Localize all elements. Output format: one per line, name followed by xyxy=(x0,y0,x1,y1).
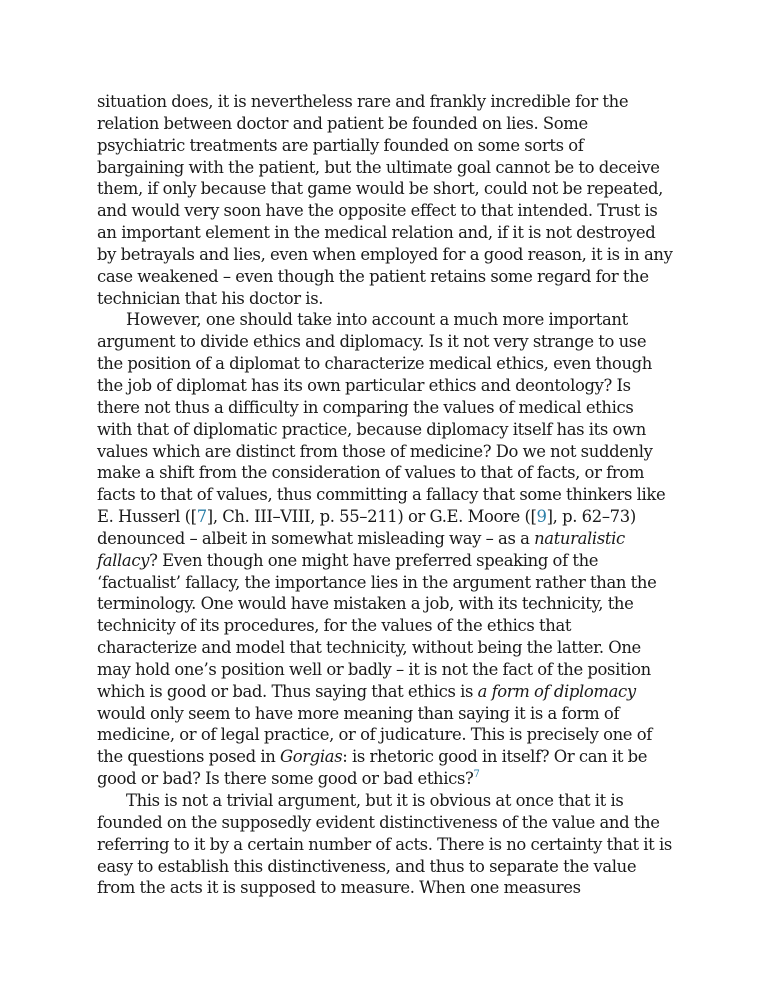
text-fragment: ? Even though one might have preferred speaking of the xyxy=(149,550,599,570)
text-fragment: which is good or bad. Thus saying that ethics is xyxy=(97,681,478,701)
text-line: terminology. One would have mistaken a job, with its technicity, the xyxy=(97,594,634,614)
text-line: However, one should take into account a much more important xyxy=(126,310,628,330)
text-fragment: good or bad? Is there some good or bad ethics? xyxy=(97,769,474,789)
footnote-link-7[interactable]: 7 xyxy=(473,769,480,781)
text-line: medicine, or of legal practice, or of judicature. This is precisely one of xyxy=(97,725,652,745)
text-line: them, if only because that game would be short, could not be repeated, xyxy=(97,179,663,199)
emphasis-text: fallacy xyxy=(97,550,150,570)
text-line xyxy=(97,746,687,768)
text-line: This is not a trivial argument, but it is obvious at once that it is xyxy=(126,791,624,810)
text-line: may hold one’s position well or badly – it is not the fact of the position xyxy=(97,659,651,679)
text-line: argument to divide ethics and diplomacy. Is it not very strange to use xyxy=(97,332,647,352)
text-line: with that of diplomatic practice, because diplomacy itself has its own xyxy=(97,419,646,439)
text-line: by betrayals and lies, even when employed for a good reason, it is in any xyxy=(97,244,673,264)
text-line xyxy=(97,681,687,703)
text-line xyxy=(97,528,687,550)
text-line: values which are distinct from those of medicine? Do we not suddenly xyxy=(97,441,653,461)
text-line: there not thus a difficulty in comparing the values of medical ethics xyxy=(97,397,634,417)
text-line: from the acts it is supposed to measure. When one measures xyxy=(97,878,581,898)
citation-link-9[interactable]: 9 xyxy=(536,507,547,527)
text-line: would only seem to have more meaning than saying it is a form of xyxy=(97,703,620,723)
text-line-citations xyxy=(97,506,687,528)
citation-link-7[interactable]: 7 xyxy=(196,507,207,527)
text-line: easy to establish this distinctiveness, and thus to separate the value xyxy=(97,856,637,876)
text-line: bargaining with the patient, but the ultimate goal cannot be to deceive xyxy=(97,157,660,177)
text-line: ‘factualist’ fallacy, the importance lies in the argument rather than the xyxy=(97,572,657,592)
text-line: referring to it by a certain number of acts. There is no certainty that it is xyxy=(97,834,672,854)
text-line: technician that his doctor is. xyxy=(97,288,324,308)
text-line: the position of a diplomat to characterize medical ethics, even though xyxy=(97,354,652,374)
emphasis-text: a form of diplomacy xyxy=(477,681,636,701)
text-line: make a shift from the consideration of values to that of facts, or from xyxy=(97,463,645,483)
text-fragment: ], Ch. III–VIII, p. 55–211) or G.E. Moore ([ xyxy=(206,507,537,527)
text-line: situation does, it is nevertheless rare and frankly incredible for the xyxy=(97,92,629,111)
text-fragment: ], p. 62–73) xyxy=(546,507,636,527)
text-line: relation between doctor and patient be founded on lies. Some xyxy=(97,113,588,133)
text-line: founded on the supposedly evident distinctiveness of the value and the xyxy=(97,812,660,832)
paragraph-2 xyxy=(97,309,687,790)
text-line xyxy=(97,550,687,572)
text-line: and would very soon have the opposite effect to that intended. Trust is xyxy=(97,201,658,221)
text-fragment: the questions posed in xyxy=(97,747,281,767)
text-fragment: : is rhetoric good in itself? Or can it be xyxy=(342,747,648,767)
text-line: facts to that of values, thus committing a fallacy that some thinkers like xyxy=(97,485,666,505)
text-line: case weakened – even though the patient retains some regard for the xyxy=(97,266,649,286)
text-line: technicity of its procedures, for the values of the ethics that xyxy=(97,616,572,636)
text-line: psychiatric treatments are partially founded on some sorts of xyxy=(97,135,584,155)
text-fragment: E. Husserl ([ xyxy=(97,507,197,527)
text-fragment: denounced – albeit in somewhat misleading way – as a xyxy=(97,528,535,548)
text-line: characterize and model that technicity, without being the latter. One xyxy=(97,638,641,658)
paragraph-1 xyxy=(97,91,687,309)
emphasis-text: Gorgias xyxy=(280,747,343,767)
document-page xyxy=(97,91,687,899)
text-line xyxy=(97,768,687,790)
paragraph-3 xyxy=(97,790,687,899)
emphasis-text: naturalistic xyxy=(534,528,625,548)
text-line: an important element in the medical relation and, if it is not destroyed xyxy=(97,223,656,243)
text-line: the job of diplomat has its own particular ethics and deontology? Is xyxy=(97,375,631,395)
